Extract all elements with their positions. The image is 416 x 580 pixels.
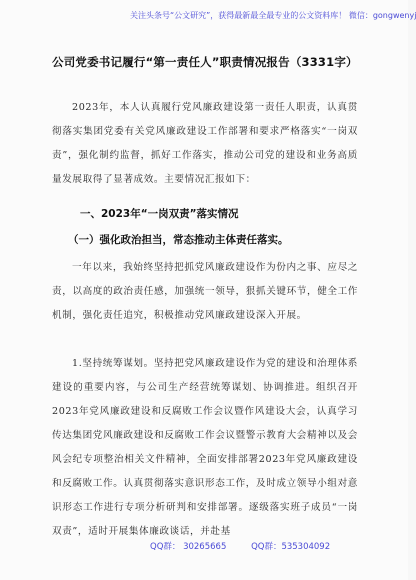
section-heading-1: 一、2023年“一岗双责”落实情况 xyxy=(80,208,239,220)
paragraph-3: 1.坚持统筹谋划。坚持把党风廉政建设作为党的建设和治理体系建设的重要内容，与公司生产经营统筹谋划、协调推进。组织召开2023年党风廉政建设和反腐败工作会议暨作风建设大会，认真学习传达集团党风廉政建设和反腐败工作会议暨警示教育大会精神以及会风会纪专项整治相关文件精神，全面安排部署2023年党风廉政建设和反腐败工作。认真贯彻落实意识形态工作，及时成立领导小组对意识形态工作进行专项分析研判和安排部署。逐级落实班子成员“一岗双责”，适时开展集体廉政谈话，并赴基 xyxy=(52,358,358,537)
qq-group-1: QQ群： 30265665 xyxy=(150,542,227,552)
contact-footer xyxy=(150,540,352,552)
qq-group-2: QQ群：535304092 xyxy=(251,542,331,552)
intro-paragraph: 2023年，本人认真履行党风廉政建设第一责任人职责，认真贯彻落实集团党委有关党风廉政建设工作部署和要求严格落实“一岗双责”，强化制约监督，抓好工作落实，推动公司党的建设和业务高质量发展取得了显著成效。主要情况汇报如下： xyxy=(52,102,358,185)
paragraph-2: 一年以来，我始终坚持把抓党风廉政建设作为份内之事、应尽之责，以高度的政治责任感，加强统一领导，狠抓关键环节，健全工作机制，强化责任追究，积极推动党风廉政建设深入开展。 xyxy=(52,262,358,321)
promo-banner: 关注头条号“公文研究”，获得最新最全最专业的公文资料库！ 微信：gongwenyj xyxy=(130,11,416,20)
document-title: 公司党委书记履行“第一责任人”职责情况报告（3331字） xyxy=(52,55,358,69)
subsection-heading-1: （一）强化政治担当，常态推动主体责任落实。 xyxy=(68,234,289,246)
